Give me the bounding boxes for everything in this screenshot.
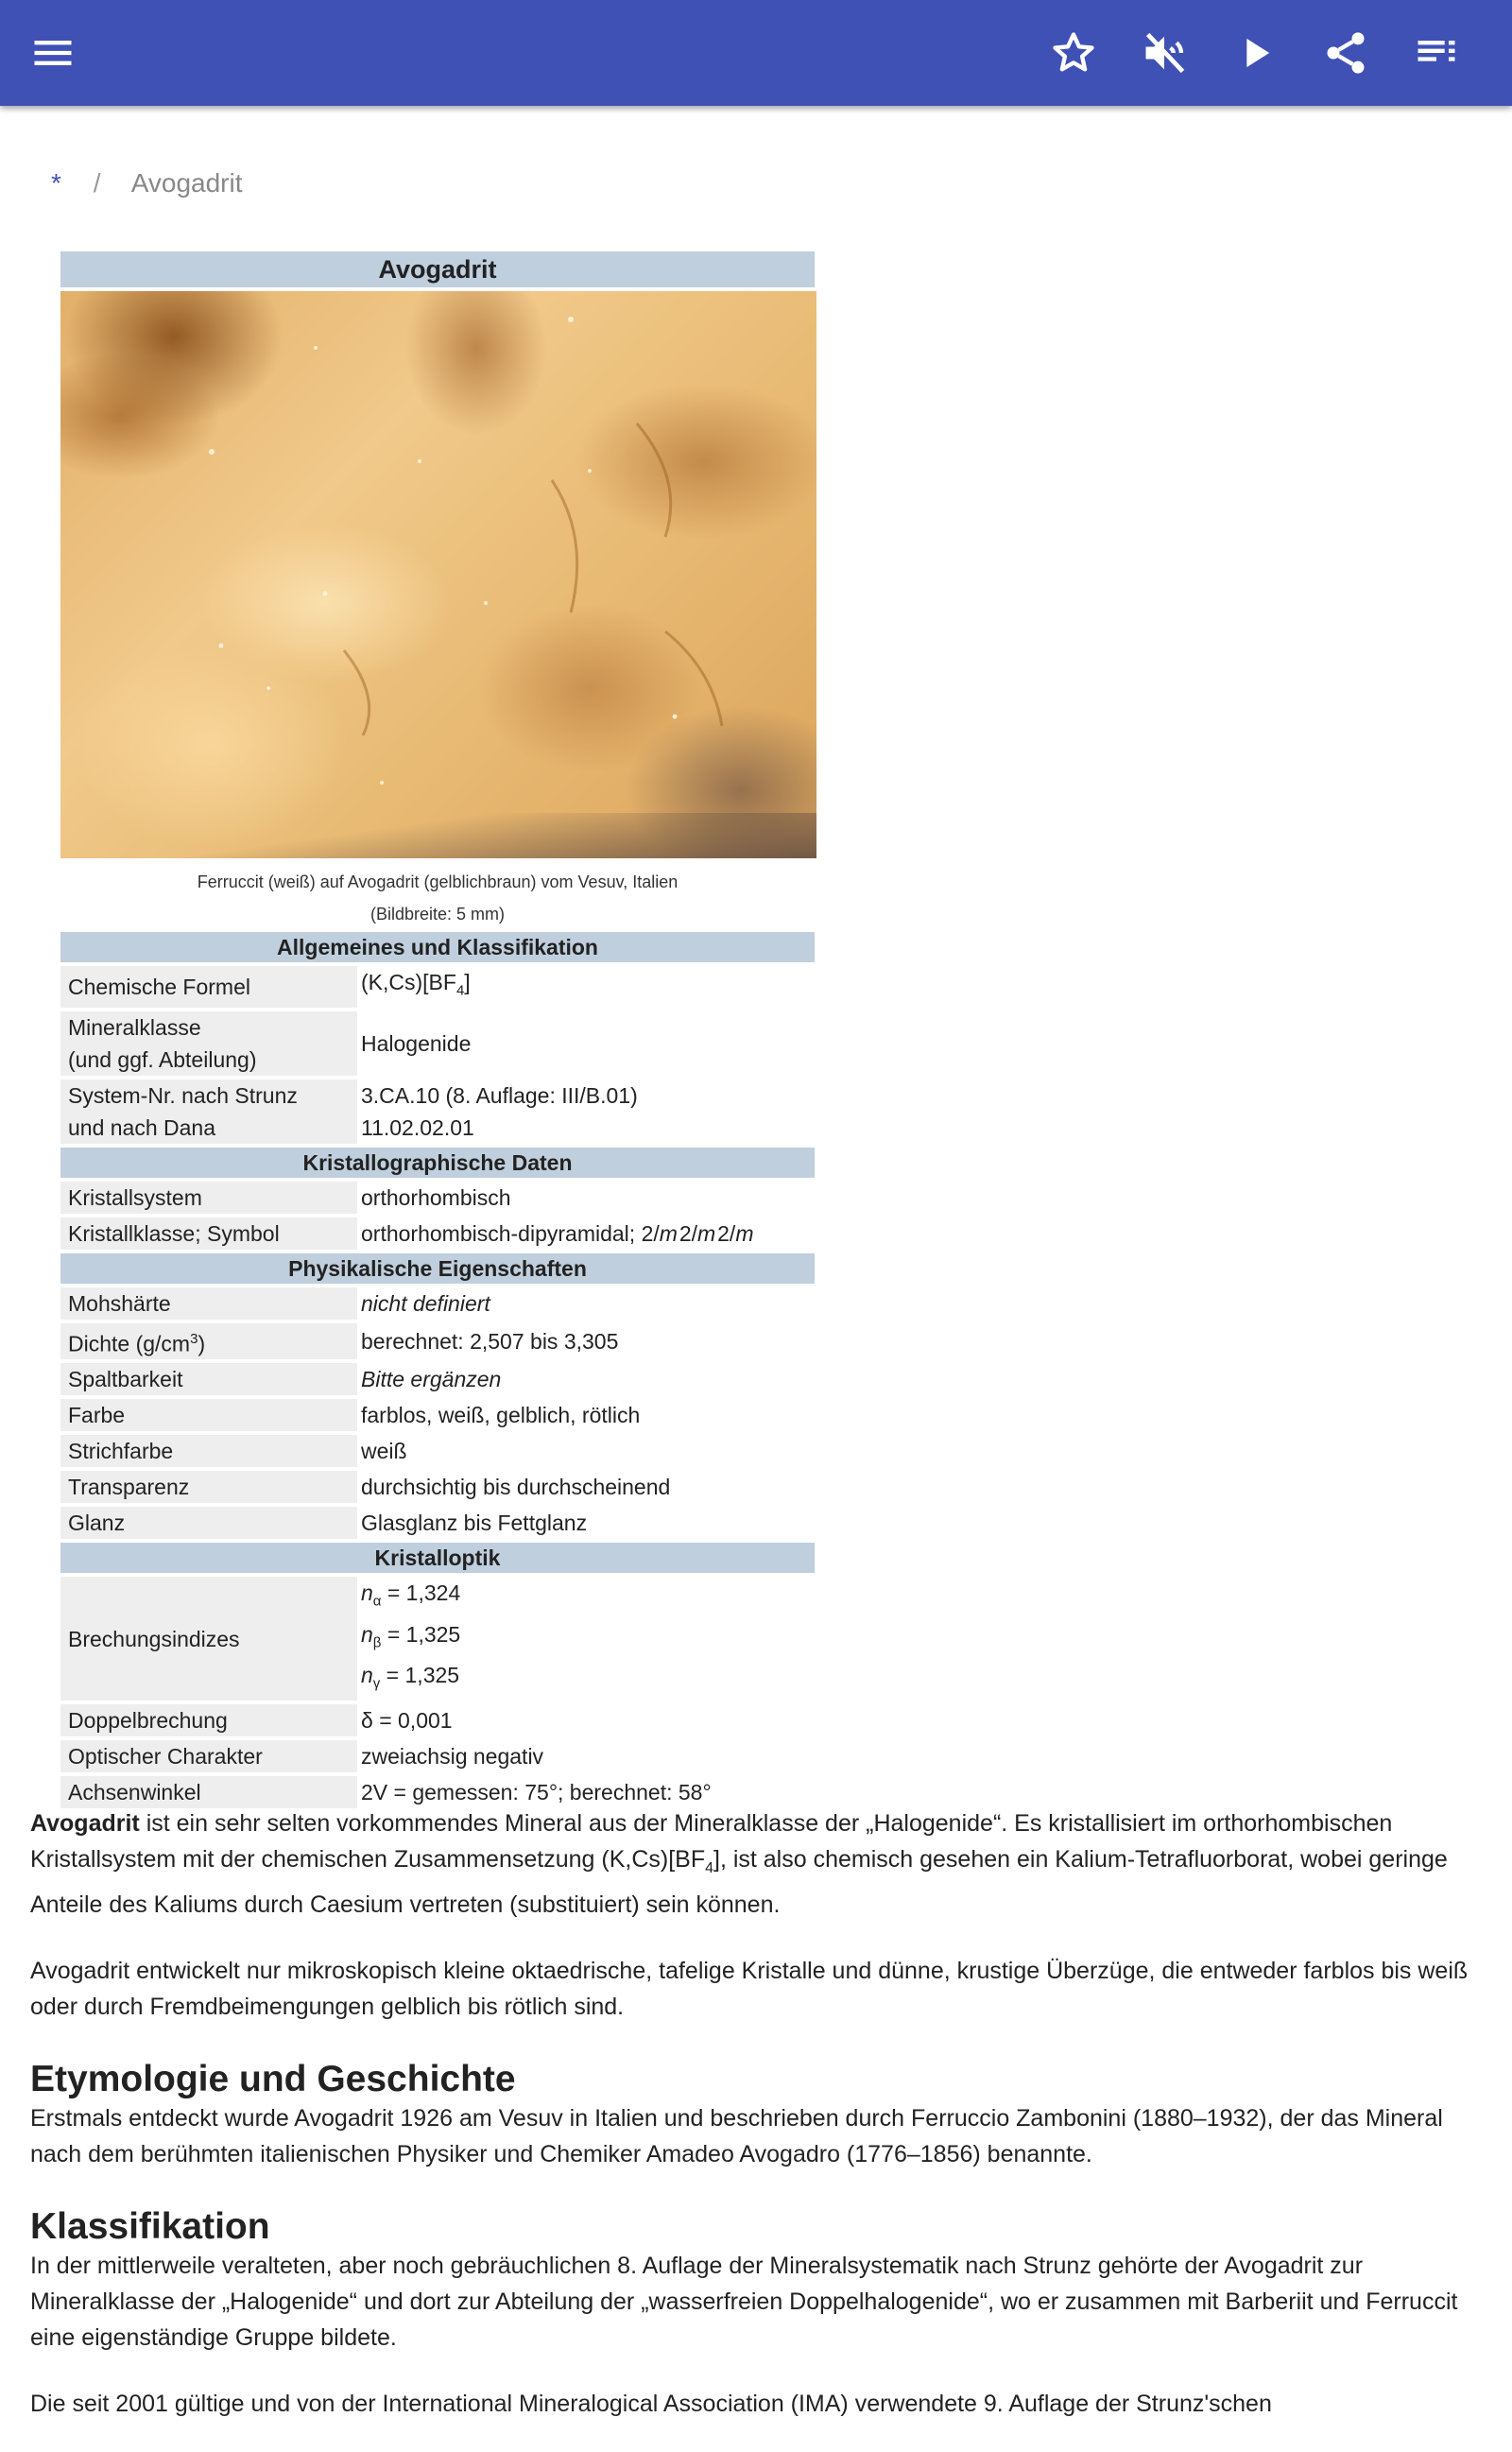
optical-character-value: zweiachsig negativ [361, 1744, 544, 1770]
table-row [60, 1323, 815, 1360]
section-optics: Kristalloptik [60, 1543, 815, 1573]
color-value: farblos, weiß, gelblich, rötlich [361, 1403, 641, 1428]
photo-texture [60, 291, 816, 858]
table-row [60, 1363, 815, 1395]
birefringence-value: δ = 0,001 [361, 1708, 453, 1734]
density-label: Dichte $(g/cm^3)$ [60, 1323, 357, 1360]
star-icon[interactable] [1049, 28, 1098, 78]
photo-caption: Ferruccit (weiß) auf Avogadrit (gelblichbraun) vom Vesuv, Italien [197, 872, 679, 891]
mineral-class-value[interactable]: Halogenide [361, 1030, 472, 1056]
crystal-class-value[interactable]: orthorhombisch-dipyramidal; 2/m 2/m 2/m [361, 1220, 754, 1246]
table-row [60, 966, 815, 1008]
table-row [60, 1776, 815, 1808]
table-row [60, 1182, 815, 1214]
cleavage-label: Spaltbarkeit [60, 1363, 357, 1395]
classification-paragraph-2: Die seit 2001 gültige und von der International Mineralogical Association (IMA) verwendete 9. Auflage der Strunz'schen [30, 2391, 1272, 2417]
intro-paragraph: Avogadrit ist ein sehr selten vorkommendes Mineral aus der Mineralklasse der „Halogenide“. Es kristallisiert im orthorhombischen Kristallsystem mit der chemischen Zusammensetzung $(K,Cs)[BF_4]$, ist also chemisch gesehen ein Kalium-Tetrafluorborat, wobei geringe Anteile des Kaliums durch Caesium vertreten (substituiert) sein können. [30, 1810, 1448, 1918]
birefringence-label: Doppelbrechung [60, 1704, 357, 1736]
system-number-value: 3.CA.10 (8. Auflage: III/B.01) 11.02.02.01 [361, 1082, 638, 1140]
streak-value: weiß [361, 1439, 407, 1464]
axial-angle-label: Achsenwinkel [60, 1776, 357, 1808]
mohs-value: nicht definiert [361, 1290, 490, 1316]
play-icon[interactable] [1230, 28, 1280, 78]
photo-shadow [60, 813, 816, 858]
density-value: berechnet: 2,507 bis 3,305 [361, 1328, 619, 1354]
transparency-value: durchsichtig bis durchscheinend [361, 1475, 671, 1500]
crystal-class-label: Kristallklasse; Symbol [60, 1217, 357, 1250]
table-row [60, 1217, 815, 1250]
table-row [60, 1577, 815, 1701]
app-toolbar [0, 0, 1512, 106]
cleavage-value: Bitte ergänzen [361, 1367, 502, 1392]
breadcrumb [51, 168, 243, 199]
mineral-class-label: Mineralklasse (und ggf. Abteilung) [60, 1011, 357, 1076]
infobox [60, 251, 815, 1812]
section-physical: Physikalische Eigenschaften [60, 1253, 815, 1284]
luster-label: Glanz [60, 1507, 357, 1539]
mohs-label: Mohshärte [60, 1287, 357, 1320]
table-row [60, 1011, 815, 1076]
table-row [60, 1287, 815, 1320]
crystal-system-label: Kristallsystem [60, 1182, 357, 1214]
habit-paragraph: Avogadrit entwickelt nur mikroskopisch kleine oktaedrische, tafelige Kristalle und dünne, krustige Überzüge, die entweder farblos bis weiß oder durch Fremdbeimengungen gelblich bis rötlich sind. [30, 1958, 1469, 2020]
photo-caption-width: (Bildbreite: 5 mm) [369, 905, 506, 924]
color-label: Farbe [60, 1399, 357, 1431]
table-row [60, 1399, 815, 1431]
formula-value: $(K,Cs)[BF_4]$ [361, 970, 471, 999]
share-icon[interactable] [1321, 28, 1370, 78]
optical-character-label: Optischer Charakter [60, 1740, 357, 1772]
infobox-title: Avogadrit [60, 251, 815, 287]
breadcrumb-separator: / [93, 168, 101, 198]
section-crystallography: Kristallographische Daten [60, 1148, 815, 1178]
streak-label: Strichfarbe [60, 1435, 357, 1467]
section-general: Allgemeines und Klassifikation [60, 932, 815, 962]
system-number-label: System-Nr. nach Strunz und nach Dana [60, 1079, 357, 1144]
axial-angle-value: 2V = gemessen: 75°; berechnet: 58° [361, 1780, 712, 1805]
heading-classification: Klassifikation [30, 2206, 270, 2247]
volume-off-icon[interactable] [1140, 28, 1189, 78]
refraction-value: $n_\alpha = 1,324$ $n_\beta = 1,325$ $n_\gamma = 1,325$ [361, 1580, 461, 1693]
etymology-paragraph: Erstmals entdeckt wurde Avogadrit 1926 am Vesuv in Italien und beschrieben durch Ferruccio Zambonini (1880–1932), der das Mineral nach dem berühmten italienischen Physiker und Chemiker Amadeo Avogadro (1776–1856) benannte. [30, 2105, 1443, 2167]
table-row [60, 1471, 815, 1503]
infobox-table [60, 928, 815, 1812]
transparency-label: Transparenz [60, 1471, 357, 1503]
refraction-label: Brechungsindizes [60, 1577, 357, 1701]
table-row [60, 1079, 815, 1144]
table-row [60, 1507, 815, 1539]
luster-value: Glasglanz bis Fettglanz [361, 1511, 588, 1536]
breadcrumb-current: Avogadrit [130, 168, 243, 198]
formula-label: Chemische Formel [60, 966, 357, 1008]
crystal-system-value[interactable]: orthorhombisch [361, 1184, 511, 1210]
breadcrumb-home-link[interactable]: * [51, 168, 61, 198]
mineral-photo[interactable] [60, 291, 816, 858]
list-icon[interactable] [1412, 28, 1461, 78]
heading-etymology: Etymologie und Geschichte [30, 2059, 516, 2099]
table-row [60, 1704, 815, 1736]
menu-icon[interactable] [28, 28, 77, 78]
article-body [30, 1805, 1476, 2452]
table-row [60, 1740, 815, 1772]
classification-paragraph: In der mittlerweile veralteten, aber noch gebräuchlichen 8. Auflage der Mineralsystematik nach Strunz gehörte der Avogadrit zur Mineralklasse der „Halogenide“ und dort zur Abteilung der „wasserfreien Doppelhalogenide“, wo er zusammen mit Barberiit und Ferruccit eine eigenständige Gruppe bildete. [30, 2253, 1458, 2351]
table-row [60, 1435, 815, 1467]
